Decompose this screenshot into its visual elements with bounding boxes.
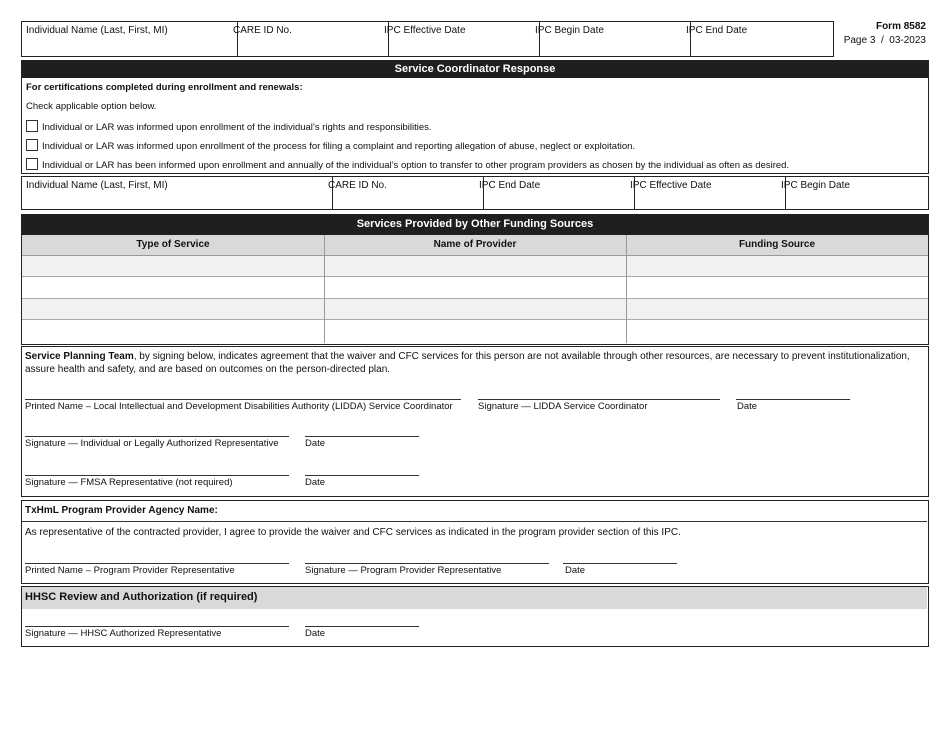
header-fields-row-2 xyxy=(21,176,929,210)
sig-individual-label: Signature — Individual or Legally Authorized Representative xyxy=(25,438,279,449)
option-transfer-label: Individual or LAR has been informed upon enrollment and annually of the individual’s option to transfer to other program providers as chosen by the individual as often as desired. xyxy=(42,160,790,171)
sig-provider-line[interactable] xyxy=(305,563,549,564)
date-hhsc-label: Date xyxy=(305,628,326,639)
coordinator-intro: For certifications completed during enrollment and renewals: xyxy=(26,82,303,93)
agency-name-label: TxHmL Program Provider Agency Name: xyxy=(25,505,218,516)
printed-name-lidda-label: Printed Name – Local Intellectual and Development Disabilities Authority (LIDDA) Service Coordinator xyxy=(25,401,453,412)
ipc-begin-date-field-2[interactable] xyxy=(777,177,936,209)
checkbox-complaint[interactable] xyxy=(26,139,38,151)
other-funding-table xyxy=(21,235,929,345)
planning-section xyxy=(21,346,929,497)
care-id-field-2[interactable] xyxy=(324,177,484,209)
ipc-effective-date-field-2[interactable] xyxy=(626,177,786,209)
ipc-effective-date-label: IPC Effective Date xyxy=(384,25,466,36)
coordinator-section xyxy=(21,60,929,174)
other-funding-title: Services Provided by Other Funding Sources xyxy=(21,214,929,235)
individual-name-label: Individual Name (Last, First, MI) xyxy=(26,25,168,36)
sig-hhsc-label: Signature — HHSC Authorized Representative xyxy=(25,628,222,639)
ipc-end-date-field[interactable] xyxy=(682,22,842,56)
checkbox-rights[interactable] xyxy=(26,120,38,132)
ipc-end-date-field-2[interactable] xyxy=(475,177,635,209)
date-fmsa-line[interactable] xyxy=(305,475,419,476)
planning-text: , by signing below, indicates agreement that the waiver and CFC services for this person are not available through other resources, are necessary to prevent institutionalization, assure health and safety, and are based on outcomes on the person-directed plan. xyxy=(25,351,910,375)
sig-lidda-label: Signature — LIDDA Service Coordinator xyxy=(478,401,648,412)
ipc-effective-date-field[interactable] xyxy=(380,22,540,56)
sig-fmsa-line[interactable] xyxy=(25,475,289,476)
hhsc-section xyxy=(21,586,929,647)
ipc-end-date-label: IPC End Date xyxy=(686,25,748,36)
option-complaint-label: Individual or LAR was informed upon enrollment of the process for filing a complaint and reporting allegation of abuse, neglect or exploitation. xyxy=(42,141,636,152)
table-row[interactable] xyxy=(22,320,928,343)
table-row[interactable] xyxy=(22,299,928,320)
col-type-of-service: Type of Service xyxy=(136,239,210,250)
individual-name-field[interactable] xyxy=(22,22,238,56)
coordinator-title: Service Coordinator Response xyxy=(22,61,928,78)
printed-name-provider-label: Printed Name – Program Provider Representative xyxy=(25,565,235,576)
option-row-transfer[interactable] xyxy=(26,158,789,171)
coordinator-instruction: Check applicable option below. xyxy=(26,101,157,112)
ipc-end-date-label-2: IPC End Date xyxy=(479,180,541,191)
care-id-label-2: CARE ID No. xyxy=(328,180,387,191)
date-provider-label: Date xyxy=(565,565,586,576)
provider-statement: As representative of the contracted provider, I agree to provide the waiver and CFC services as indicated in the program provider section of this IPC. xyxy=(25,527,681,538)
date-lidda-line[interactable] xyxy=(736,399,850,400)
column-divider xyxy=(324,235,325,343)
hhsc-title: HHSC Review and Authorization (if required) xyxy=(25,591,258,603)
column-divider xyxy=(626,235,627,343)
individual-name-field-2[interactable] xyxy=(22,177,333,209)
care-id-field[interactable] xyxy=(229,22,389,56)
sig-hhsc-line[interactable] xyxy=(25,626,289,627)
planning-statement xyxy=(25,350,915,376)
table-row[interactable] xyxy=(22,256,928,277)
hhsc-title-bar xyxy=(22,587,927,609)
date-individual-line[interactable] xyxy=(305,436,419,437)
page-number: Page 3 / 03-2023 xyxy=(843,35,926,46)
sig-fmsa-label: Signature — FMSA Representative (not required) xyxy=(25,477,233,488)
form-number: Form 8582 xyxy=(875,21,926,32)
sig-individual-line[interactable] xyxy=(25,436,289,437)
date-fmsa-label: Date xyxy=(305,477,326,488)
option-rights-label: Individual or LAR was informed upon enrollment of the individual’s rights and responsibilities. xyxy=(42,122,432,133)
ipc-begin-date-label-2: IPC Begin Date xyxy=(781,180,850,191)
date-hhsc-line[interactable] xyxy=(305,626,419,627)
date-provider-line[interactable] xyxy=(563,563,677,564)
header-fields-row-1 xyxy=(21,21,834,57)
ipc-effective-date-label-2: IPC Effective Date xyxy=(630,180,712,191)
col-funding-source: Funding Source xyxy=(738,239,816,250)
ipc-begin-date-label: IPC Begin Date xyxy=(535,25,604,36)
individual-name-label-2: Individual Name (Last, First, MI) xyxy=(26,180,168,191)
checkbox-transfer[interactable] xyxy=(26,158,38,170)
table-row[interactable] xyxy=(22,277,928,299)
agency-name-field[interactable] xyxy=(22,501,927,522)
sig-provider-label: Signature — Program Provider Representative xyxy=(305,565,502,576)
txhml-section xyxy=(21,500,929,584)
other-funding-header-row xyxy=(22,235,928,256)
date-lidda-label: Date xyxy=(737,401,758,412)
date-individual-label: Date xyxy=(305,438,326,449)
printed-name-lidda-line[interactable] xyxy=(25,399,461,400)
sig-lidda-line[interactable] xyxy=(478,399,720,400)
col-name-of-provider: Name of Provider xyxy=(433,239,517,250)
ipc-begin-date-field[interactable] xyxy=(531,22,691,56)
printed-name-provider-line[interactable] xyxy=(25,563,289,564)
care-id-label: CARE ID No. xyxy=(233,25,292,36)
option-row-rights[interactable] xyxy=(26,120,432,133)
planning-lead: Service Planning Team xyxy=(25,351,134,362)
option-row-complaint[interactable] xyxy=(26,139,635,152)
